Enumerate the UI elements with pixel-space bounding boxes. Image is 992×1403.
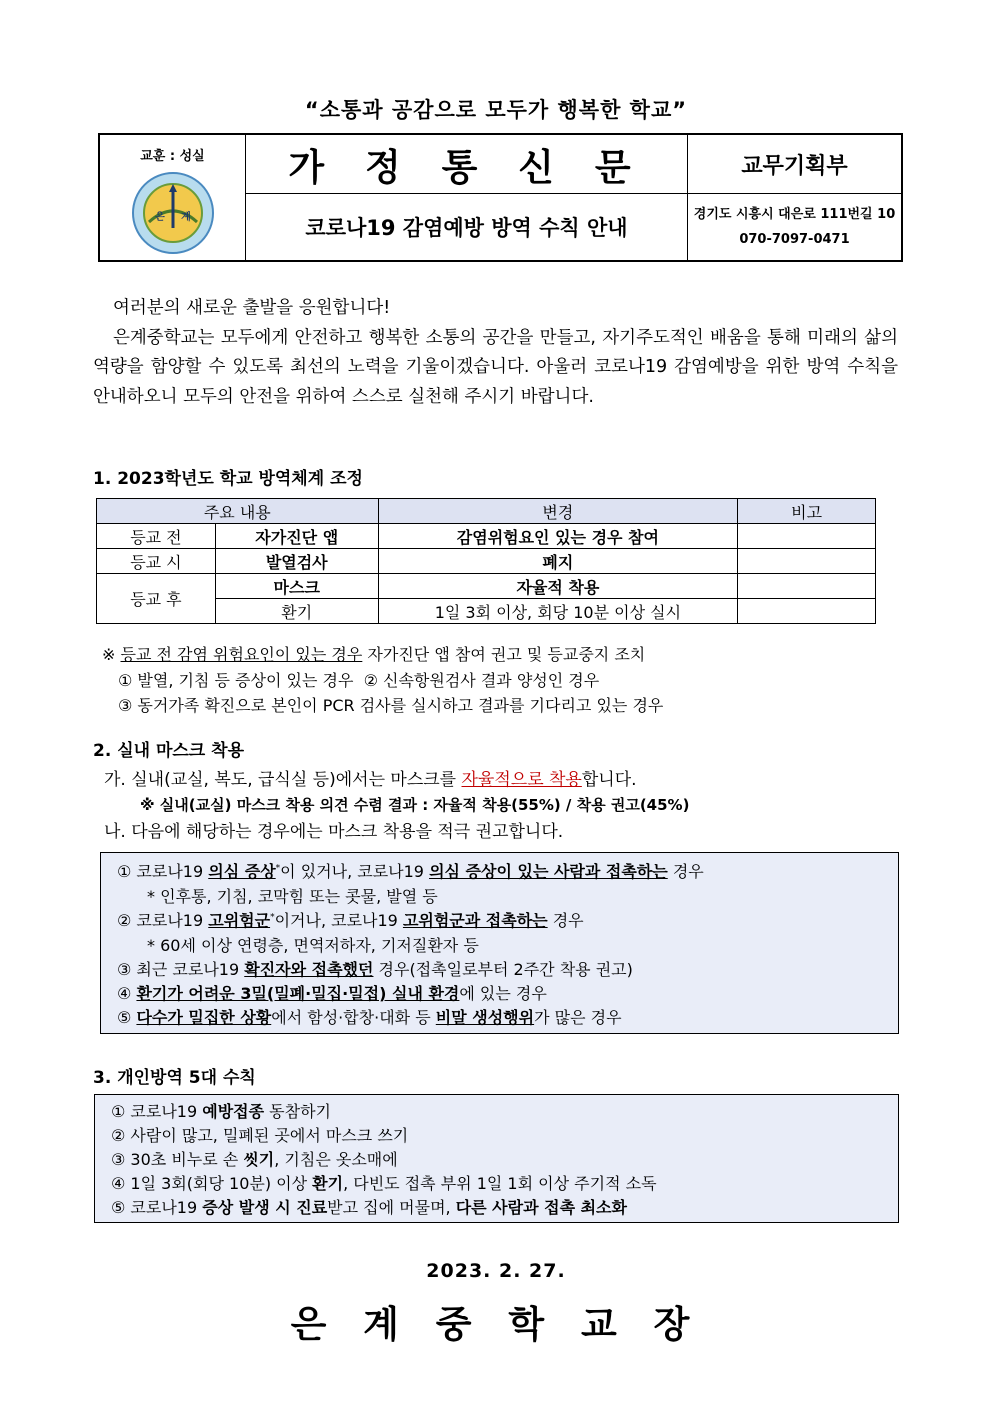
principal-signature: 은 계 중 학 교 장 — [290, 1303, 702, 1346]
recommend-item-2: ② 코로나19 고위험군*이거나, 코로나19 고위험군과 접촉하는 경우 — [117, 911, 584, 930]
item-a-end: 합니다. — [581, 770, 637, 790]
section2-heading: 2. 실내 마스크 착용 — [93, 741, 244, 761]
logo-text-left: 은 — [154, 212, 165, 223]
recommend-item-1-note: * 인후통, 기침, 코막힘 또는 콧물, 발열 등 — [147, 887, 438, 906]
rule-item-1: ① 코로나19 예방접종 동참하기 — [111, 1102, 331, 1121]
note-mark: ※ — [102, 645, 121, 664]
issue-date: 2023. 2. 27. — [426, 1260, 566, 1282]
recommend-item-3: ③ 최근 코로나19 확진자와 접촉했던 경우(접촉일로부터 2주간 착용 권고) — [117, 960, 633, 979]
change-cell: 자율적 착용 — [378, 574, 738, 599]
section2-item-b: 나. 다음에 해당하는 경우에는 마스크 착용을 적극 권고합니다. — [104, 822, 564, 842]
school-motto: 교훈 : 성실 — [140, 149, 205, 164]
personal-rules-box — [94, 1094, 899, 1223]
stage-cell: 등교 시 — [97, 549, 216, 574]
section3-heading: 3. 개인방역 5대 수칙 — [93, 1068, 256, 1088]
item-cell: 마스크 — [215, 574, 378, 599]
note-cell — [738, 524, 876, 549]
school-slogan: “소통과 공감으로 모두가 행복한 학교” — [304, 98, 688, 122]
newsletter-header — [98, 133, 903, 262]
recommend-item-5: ⑤ 다수가 밀집한 상황에서 함성·합창·대화 등 비말 생성행위가 많은 경우 — [117, 1008, 622, 1027]
change-cell: 폐지 — [378, 549, 738, 574]
section2-item-a — [104, 765, 637, 790]
item-cell: 자가진단 앱 — [215, 524, 378, 549]
recommend-item-1: ① 코로나19 의심 증상*이 있거나, 코로나19 의심 증상이 있는 사람과 접촉하는 경우 — [117, 862, 704, 881]
recommend-item-4: ④ 환기가 어려운 3밀(밀폐·밀집·밀접) 실내 환경에 있는 경우 — [117, 984, 547, 1003]
recommend-item-2-note: * 60세 이상 연령층, 면역저하자, 기저질환자 등 — [147, 936, 479, 955]
change-cell: 1일 3회 이상, 회당 10분 이상 실시 — [378, 599, 738, 624]
item-a-emphasis: 자율적으로 착용 — [461, 770, 582, 790]
note-cell — [738, 599, 876, 624]
contact-cell — [688, 194, 903, 262]
rule-item-3: ③ 30초 비누로 손 씻기, 기침은 옷소매에 — [111, 1150, 398, 1169]
table-row — [97, 524, 876, 549]
newsletter-subtitle: 코로나19 감염예방 방역 수칙 안내 — [246, 194, 688, 262]
change-cell: 감염위험요인 있는 경우 참여 — [378, 524, 738, 549]
col-header-change: 변경 — [378, 499, 738, 524]
rule-item-2: ② 사람이 많고, 밀폐된 곳에서 마스크 쓰기 — [111, 1126, 409, 1145]
quarantine-table — [96, 498, 876, 624]
note-cell — [738, 549, 876, 574]
col-header-content: 주요 내용 — [97, 499, 379, 524]
note-item-b: ③ 동거가족 확진으로 본인이 PCR 검사를 실시하고 결과를 기다리고 있는 경우 — [118, 696, 664, 715]
note-cell — [738, 574, 876, 599]
department-name: 교무기획부 — [688, 134, 903, 194]
intro-body: 은계중학교는 모두에게 안전하고 행복한 소통의 공간을 만들고, 자기주도적인 배움을 통해 미래의 삶의 역량을 함양할 수 있도록 최선의 노력을 기울이겠습니다. 아울러 코로나19 감염예방을 위한 방역 수칙을 안내하오니 모두의 안전을 위하여 스스로 실천해 주시기 바랍니다. — [93, 327, 898, 407]
item-cell: 발열검사 — [215, 549, 378, 574]
section1-heading: 1. 2023학년도 학교 방역체계 조정 — [93, 469, 363, 489]
note-emphasis: 등교 전 감염 위험요인이 있는 경우 — [120, 645, 363, 664]
mask-recommend-box — [100, 852, 899, 1034]
rule-item-5: ⑤ 코로나19 증상 발생 시 진료받고 집에 머물며, 다른 사람과 접촉 최소화 — [111, 1198, 627, 1217]
survey-result: ※ 실내(교실) 마스크 착용 의견 수렴 결과 : 자율적 착용(55%) / 착용 권고(45%) — [140, 796, 690, 814]
school-phone: 070-7097-0471 — [739, 232, 850, 247]
item-a-text: 가. 실내(교실, 복도, 급식실 등)에서는 마스크를 — [104, 770, 462, 790]
table-row — [97, 574, 876, 599]
stage-cell: 등교 후 — [97, 574, 216, 624]
table-row — [97, 549, 876, 574]
logo-text-right: 계 — [180, 212, 191, 223]
note-item-a: ① 발열, 기침 등 증상이 있는 경우 ② 신속항원검사 결과 양성인 경우 — [118, 671, 600, 690]
newsletter-title: 가 정 통 신 문 — [246, 134, 688, 194]
stage-cell: 등교 전 — [97, 524, 216, 549]
school-logo-icon — [127, 170, 219, 256]
rule-item-4: ④ 1일 3회(회당 10분) 이상 환기, 다빈도 접촉 부위 1일 1회 이상 주기적 소독 — [111, 1174, 657, 1193]
note-rest: 자가진단 앱 참여 권고 및 등교중지 조치 — [362, 645, 646, 664]
col-header-note: 비고 — [738, 499, 876, 524]
school-address: 경기도 시흥시 대은로 111번길 10 — [693, 207, 896, 222]
section1-note — [102, 642, 645, 665]
intro-greeting: 여러분의 새로운 출발을 응원합니다! — [113, 298, 391, 318]
intro-text — [93, 294, 898, 412]
item-cell: 환기 — [215, 599, 378, 624]
motto-cell — [99, 134, 246, 261]
